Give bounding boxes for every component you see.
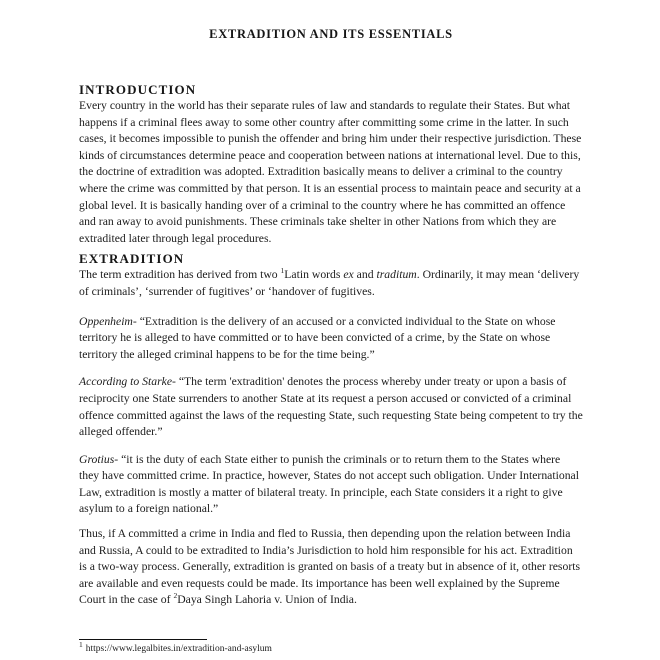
text-run: Latin words (284, 268, 344, 282)
text-run: “it is the duty of each State either to punish the criminals or to return them to the States where they have committed crime. In practice, however, States do not accept such obligation. Under International Law, extradition is mostly a matter of bilateral treaty. In principle, each State considers it a right to give asylum to a foreign national.” (79, 452, 579, 516)
text-run: The term extradition has derived from two (79, 268, 281, 282)
footnote (79, 639, 583, 655)
text-run: “Extradition is the delivery of an accused or a convicted individual to the State on whose territory he is alleged to have committed or to have been convicted of a crime, by the State on whose territory the alleged criminal happens to be for the time being.” (79, 314, 556, 361)
author-name-starke: According to Starke- (79, 375, 176, 389)
oppenheim-definition-paragraph (79, 314, 583, 364)
author-name-oppenheim: Oppenheim- (79, 314, 137, 328)
text-run: . Ordinarily, it may mean ‘delivery of criminals’, ‘surrender of fugitives’ or ‘handover of fugitives. (79, 268, 580, 298)
latin-word-traditum: traditum (376, 268, 417, 282)
section-heading-extradition: EXTRADITION (79, 251, 185, 267)
starke-definition-paragraph (79, 374, 583, 440)
grotius-definition-paragraph (79, 452, 583, 518)
case-citation: Daya Singh Lahoria v. Union of India. (177, 593, 357, 607)
latin-word-ex: ex (343, 268, 354, 282)
text-run: and (353, 268, 377, 282)
footnote-reference-2: 2 (173, 591, 178, 601)
section-heading-introduction: INTRODUCTION (79, 82, 197, 97)
footnote-marker: 1 (79, 639, 83, 649)
footnote-separator (79, 639, 207, 640)
text-run: “The term 'extradition' denotes the process whereby under treaty or upon a basis of reciprocity one State surrenders to another State at its request a person accused or convicted of a criminal offence committed against the laws of the requesting State, such requesting State being competent to try the alleged offender.” (79, 375, 583, 439)
extradition-term-paragraph (79, 267, 583, 300)
text-run: Thus, if A committed a crime in India and fled to Russia, then depending upon the relation between India and Russia, A could to be extradited to India’s Jurisdiction to hold him responsible for his act. Extradition is a two-way process. Generally, extradition is granted on basis of a treaty but in absence of it, other resorts are available and even requests could be made. Its importance has been well explained by the Supreme Court in the case of (79, 527, 581, 607)
conclusion-paragraph (79, 526, 583, 609)
footnote-url: https://www.legalbites.in/extradition-and-asylum (85, 644, 272, 655)
introduction-paragraph: Every country in the world has their separate rules of law and standards to regulate their States. But what happens if a criminal flees away to some other country after committing some crime in the latter. In such cases, it becomes impossible to punish the offender and bring him under their respective jurisdiction. These kinds of circumstances determine peace and cooperation between nations at international level. Due to this, the doctrine of extradition was adopted. Extradition basically means to deliver a criminal to the country where the crime was committed by that person. It is an essential process to maintain peace and security at a global level. It is basically handing over of a criminal to the country where he has committed an offence and ran away to avoid punishments. These criminals take shelter in other Nations from which they are extradited later through legal procedures. (79, 99, 582, 245)
footnote-reference-1: 1 (280, 266, 285, 276)
author-name-grotius: Grotius- (79, 452, 119, 466)
document-title: EXTRADITION AND ITS ESSENTIALS (209, 27, 453, 41)
